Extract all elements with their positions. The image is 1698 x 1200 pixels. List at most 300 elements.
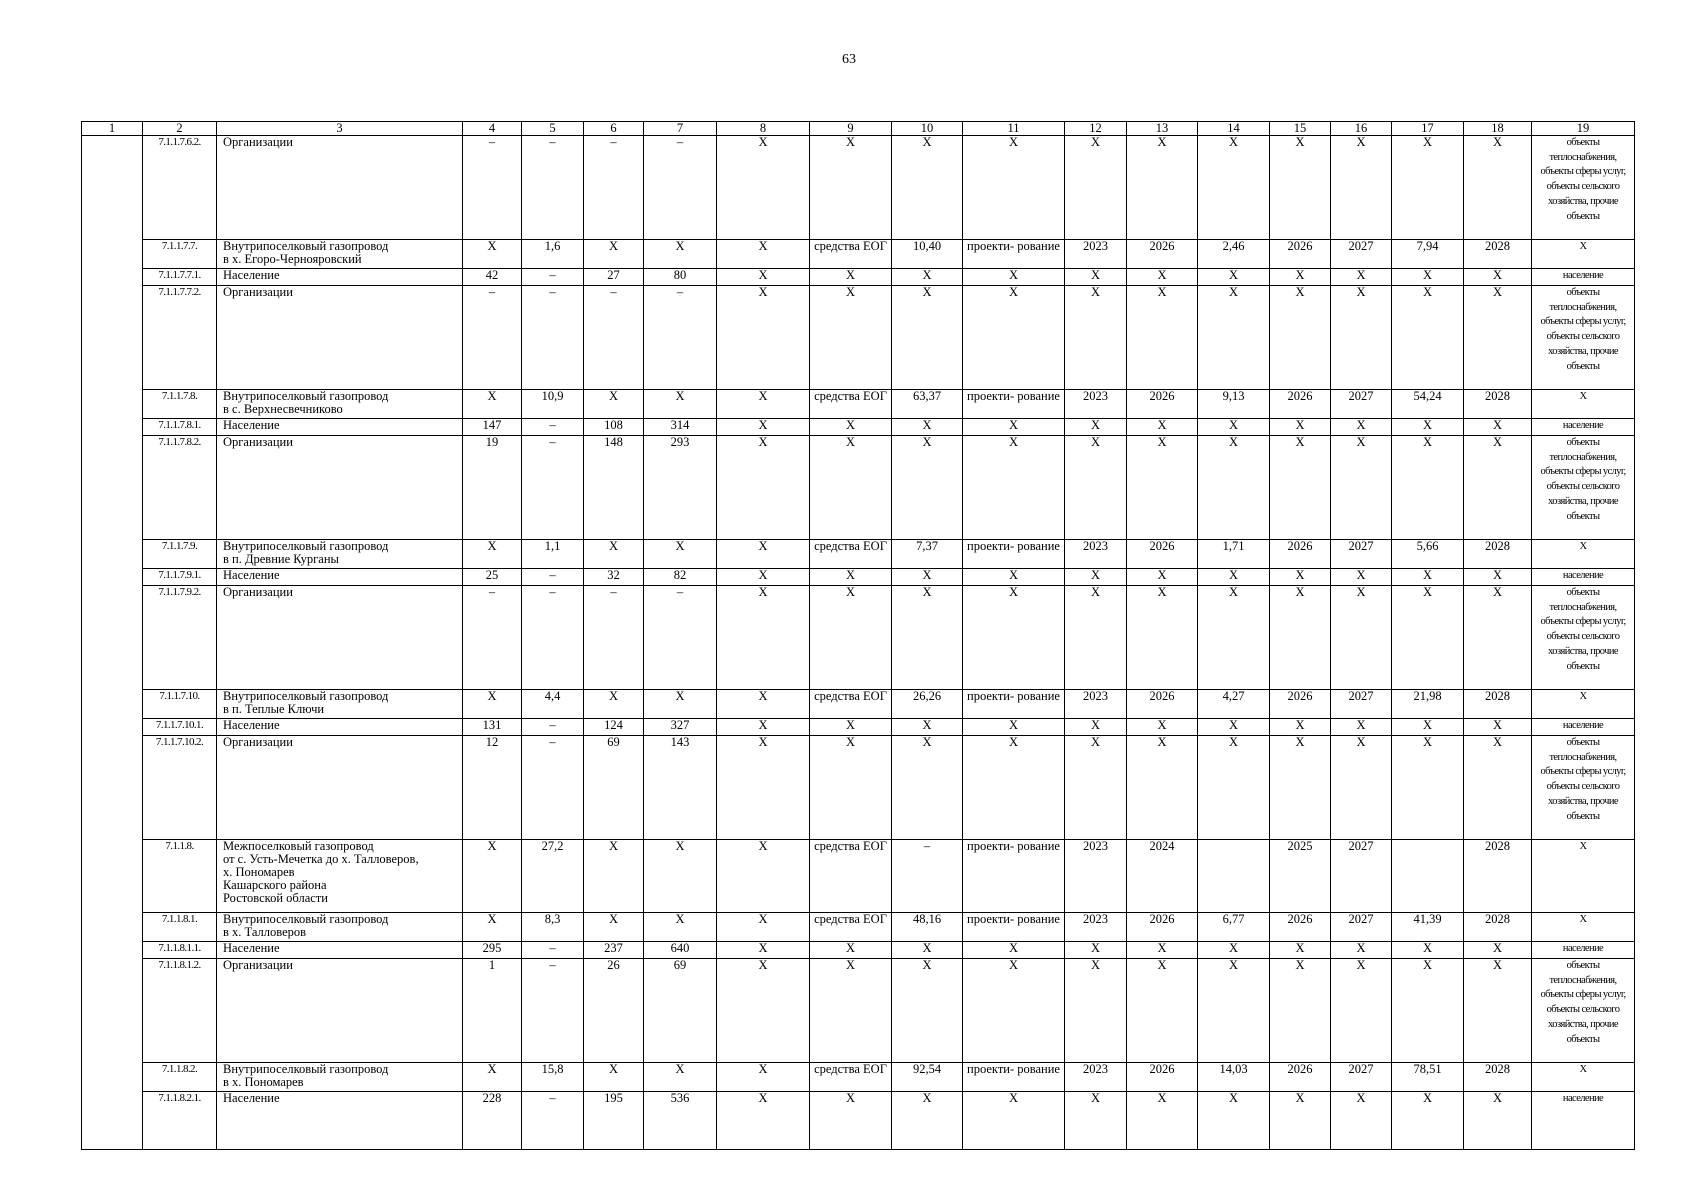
cell-col-11: проекти- рование bbox=[963, 540, 1065, 569]
cell-col-13: 2026 bbox=[1127, 1063, 1198, 1092]
cell-col-11: X bbox=[963, 419, 1065, 436]
cell-col-9: X bbox=[810, 942, 892, 959]
row-code: 7.1.1.7.9.1. bbox=[143, 569, 217, 586]
cell-col-5: – bbox=[522, 586, 584, 690]
cell-col-5: – bbox=[522, 569, 584, 586]
cell-col-4: 131 bbox=[463, 719, 522, 736]
row-code: 7.1.1.7.7. bbox=[143, 240, 217, 269]
cell-col-8: X bbox=[717, 840, 810, 913]
cell-col-12: X bbox=[1065, 959, 1127, 1063]
cell-col-10: X bbox=[892, 1092, 963, 1150]
row-code: 7.1.1.7.7.1. bbox=[143, 269, 217, 286]
row-code: 7.1.1.7.8.2. bbox=[143, 436, 217, 540]
table-row bbox=[82, 269, 1635, 286]
cell-col-10: 63,37 bbox=[892, 390, 963, 419]
cell-col-14: X bbox=[1198, 942, 1270, 959]
data-table bbox=[81, 121, 1635, 1150]
cell-col-6: 108 bbox=[584, 419, 644, 436]
row-name: Организации bbox=[217, 286, 463, 390]
cell-col-11: X bbox=[963, 959, 1065, 1063]
cell-col-8: X bbox=[717, 436, 810, 540]
row-name: Население bbox=[217, 269, 463, 286]
cell-col-18: 2028 bbox=[1464, 690, 1532, 719]
cell-col-15: 2026 bbox=[1270, 390, 1331, 419]
cell-col-10: X bbox=[892, 736, 963, 840]
cell-col-5: – bbox=[522, 1092, 584, 1150]
table-row bbox=[82, 540, 1635, 569]
cell-col-12: 2023 bbox=[1065, 540, 1127, 569]
table-row bbox=[82, 942, 1635, 959]
cell-col-8: X bbox=[717, 419, 810, 436]
cell-col-18: 2028 bbox=[1464, 913, 1532, 942]
table-row bbox=[82, 1092, 1635, 1150]
row-code: 7.1.1.7.8. bbox=[143, 390, 217, 419]
cell-col-5: 27,2 bbox=[522, 840, 584, 913]
cell-col-6: 32 bbox=[584, 569, 644, 586]
row-code: 7.1.1.8.1. bbox=[143, 913, 217, 942]
column-number-10: 10 bbox=[892, 122, 963, 136]
cell-col-6: X bbox=[584, 840, 644, 913]
cell-col-16: X bbox=[1331, 719, 1392, 736]
cell-col-15: 2026 bbox=[1270, 1063, 1331, 1092]
cell-col-15: X bbox=[1270, 1092, 1331, 1150]
cell-col-6: 69 bbox=[584, 736, 644, 840]
cell-col-11: проекти- рование bbox=[963, 1063, 1065, 1092]
cell-col-9: средства ЕОГ bbox=[810, 390, 892, 419]
cell-col-10: 26,26 bbox=[892, 690, 963, 719]
row-purpose: население bbox=[1532, 1092, 1635, 1150]
column-number-3: 3 bbox=[217, 122, 463, 136]
row-code: 7.1.1.7.7.2. bbox=[143, 286, 217, 390]
row-purpose: X bbox=[1532, 840, 1635, 913]
cell-col-13: 2026 bbox=[1127, 690, 1198, 719]
cell-col-5: – bbox=[522, 436, 584, 540]
cell-col-16: X bbox=[1331, 942, 1392, 959]
column-number-7: 7 bbox=[644, 122, 717, 136]
cell-col-17 bbox=[1392, 840, 1464, 913]
cell-col-17: X bbox=[1392, 736, 1464, 840]
cell-col-8: X bbox=[717, 942, 810, 959]
cell-col-11: X bbox=[963, 269, 1065, 286]
cell-col-17: X bbox=[1392, 959, 1464, 1063]
cell-col-7: – bbox=[644, 286, 717, 390]
cell-col-16: X bbox=[1331, 136, 1392, 240]
cell-col-8: X bbox=[717, 913, 810, 942]
cell-col-14: X bbox=[1198, 959, 1270, 1063]
table-row bbox=[82, 690, 1635, 719]
cell-col-4: 12 bbox=[463, 736, 522, 840]
row-purpose: население bbox=[1532, 269, 1635, 286]
cell-col-17: X bbox=[1392, 586, 1464, 690]
cell-col-4: X bbox=[463, 390, 522, 419]
cell-col-15: 2026 bbox=[1270, 690, 1331, 719]
cell-col-12: 2023 bbox=[1065, 913, 1127, 942]
row-name: Внутрипоселковый газопровод в с. Верхнесвечниково bbox=[217, 390, 463, 419]
cell-col-12: X bbox=[1065, 736, 1127, 840]
table-row bbox=[82, 719, 1635, 736]
cell-col-11: проекти- рование bbox=[963, 690, 1065, 719]
row-name: Организации bbox=[217, 436, 463, 540]
cell-col-4: – bbox=[463, 286, 522, 390]
cell-col-14: X bbox=[1198, 286, 1270, 390]
column-number-14: 14 bbox=[1198, 122, 1270, 136]
row-code: 7.1.1.8.2.1. bbox=[143, 1092, 217, 1150]
cell-col-10: X bbox=[892, 436, 963, 540]
row-name: Внутрипоселковый газопровод в п. Теплые Ключи bbox=[217, 690, 463, 719]
cell-col-14: X bbox=[1198, 719, 1270, 736]
cell-col-17: X bbox=[1392, 286, 1464, 390]
cell-col-15: 2026 bbox=[1270, 913, 1331, 942]
cell-col-16: X bbox=[1331, 436, 1392, 540]
row-purpose: X bbox=[1532, 390, 1635, 419]
cell-col-12: X bbox=[1065, 419, 1127, 436]
cell-col-13: X bbox=[1127, 736, 1198, 840]
cell-col-16: 2027 bbox=[1331, 690, 1392, 719]
cell-col-8: X bbox=[717, 136, 810, 240]
row-name: Организации bbox=[217, 736, 463, 840]
cell-col-12: 2023 bbox=[1065, 840, 1127, 913]
page-number: 63 bbox=[842, 52, 856, 67]
row-code: 7.1.1.8. bbox=[143, 840, 217, 913]
cell-col-13: X bbox=[1127, 942, 1198, 959]
cell-col-10: X bbox=[892, 569, 963, 586]
cell-col-6: – bbox=[584, 136, 644, 240]
row-code: 7.1.1.7.9.2. bbox=[143, 586, 217, 690]
cell-col-13: 2026 bbox=[1127, 913, 1198, 942]
cell-col-4: 228 bbox=[463, 1092, 522, 1150]
cell-col-4: 147 bbox=[463, 419, 522, 436]
cell-col-7: – bbox=[644, 586, 717, 690]
row-purpose: население bbox=[1532, 942, 1635, 959]
column-number-5: 5 bbox=[522, 122, 584, 136]
row-code: 7.1.1.8.1.2. bbox=[143, 959, 217, 1063]
cell-col-15: 2026 bbox=[1270, 240, 1331, 269]
row-name: Межпоселковый газопровод от с. Усть-Мечетка до х. Талловеров, х. Пономарев Кашарского района Ростовской области bbox=[217, 840, 463, 913]
cell-col-15: X bbox=[1270, 419, 1331, 436]
cell-col-7: 536 bbox=[644, 1092, 717, 1150]
cell-col-5: – bbox=[522, 286, 584, 390]
cell-col-16: 2027 bbox=[1331, 1063, 1392, 1092]
row-purpose: объекты теплоснабжения, объекты сферы услуг, объекты сельского хозяйства, прочие объекты bbox=[1532, 959, 1635, 1063]
row-name: Организации bbox=[217, 959, 463, 1063]
cell-col-9: средства ЕОГ bbox=[810, 540, 892, 569]
row-code: 7.1.1.7.10. bbox=[143, 690, 217, 719]
cell-col-10: 92,54 bbox=[892, 1063, 963, 1092]
row-code: 7.1.1.7.9. bbox=[143, 540, 217, 569]
cell-col-8: X bbox=[717, 540, 810, 569]
cell-col-18: 2028 bbox=[1464, 840, 1532, 913]
cell-col-17: 41,39 bbox=[1392, 913, 1464, 942]
cell-col-5: – bbox=[522, 719, 584, 736]
cell-col-7: 640 bbox=[644, 942, 717, 959]
row-purpose: объекты теплоснабжения, объекты сферы услуг, объекты сельского хозяйства, прочие объекты bbox=[1532, 436, 1635, 540]
cell-col-9: X bbox=[810, 569, 892, 586]
cell-col-11: X bbox=[963, 586, 1065, 690]
cell-col-14: 2,46 bbox=[1198, 240, 1270, 269]
cell-col-9: X bbox=[810, 719, 892, 736]
table-row bbox=[82, 586, 1635, 690]
cell-col-7: 69 bbox=[644, 959, 717, 1063]
cell-col-5: – bbox=[522, 959, 584, 1063]
cell-col-9: средства ЕОГ bbox=[810, 1063, 892, 1092]
cell-col-8: X bbox=[717, 1092, 810, 1150]
column-number-17: 17 bbox=[1392, 122, 1464, 136]
row-purpose: объекты теплоснабжения, объекты сферы услуг, объекты сельского хозяйства, прочие объекты bbox=[1532, 736, 1635, 840]
row-purpose: население bbox=[1532, 719, 1635, 736]
cell-col-13: X bbox=[1127, 286, 1198, 390]
cell-col-14: X bbox=[1198, 1092, 1270, 1150]
cell-col-12: X bbox=[1065, 569, 1127, 586]
cell-col-6: – bbox=[584, 286, 644, 390]
cell-col-13: X bbox=[1127, 269, 1198, 286]
cell-col-7: 82 bbox=[644, 569, 717, 586]
cell-col-14: 9,13 bbox=[1198, 390, 1270, 419]
cell-col-15: X bbox=[1270, 269, 1331, 286]
cell-col-9: средства ЕОГ bbox=[810, 913, 892, 942]
cell-col-5: – bbox=[522, 269, 584, 286]
cell-col-6: 27 bbox=[584, 269, 644, 286]
cell-col-16: 2027 bbox=[1331, 240, 1392, 269]
cell-col-16: X bbox=[1331, 959, 1392, 1063]
cell-col-10: X bbox=[892, 286, 963, 390]
cell-col-14: X bbox=[1198, 269, 1270, 286]
cell-col-11: X bbox=[963, 719, 1065, 736]
cell-col-15: 2026 bbox=[1270, 540, 1331, 569]
cell-col-8: X bbox=[717, 1063, 810, 1092]
column-1-cell bbox=[82, 136, 143, 1150]
cell-col-4: 295 bbox=[463, 942, 522, 959]
cell-col-16: 2027 bbox=[1331, 840, 1392, 913]
cell-col-10: X bbox=[892, 419, 963, 436]
cell-col-10: 48,16 bbox=[892, 913, 963, 942]
cell-col-15: X bbox=[1270, 436, 1331, 540]
cell-col-4: X bbox=[463, 840, 522, 913]
cell-col-10: X bbox=[892, 959, 963, 1063]
row-purpose: население bbox=[1532, 419, 1635, 436]
column-number-6: 6 bbox=[584, 122, 644, 136]
table-row bbox=[82, 959, 1635, 1063]
cell-col-11: X bbox=[963, 1092, 1065, 1150]
cell-col-10: X bbox=[892, 136, 963, 240]
cell-col-16: X bbox=[1331, 586, 1392, 690]
cell-col-17: 7,94 bbox=[1392, 240, 1464, 269]
cell-col-18: X bbox=[1464, 419, 1532, 436]
cell-col-12: X bbox=[1065, 436, 1127, 540]
row-name: Население bbox=[217, 419, 463, 436]
cell-col-12: X bbox=[1065, 942, 1127, 959]
cell-col-9: средства ЕОГ bbox=[810, 690, 892, 719]
cell-col-7: X bbox=[644, 1063, 717, 1092]
row-purpose: X bbox=[1532, 690, 1635, 719]
column-number-16: 16 bbox=[1331, 122, 1392, 136]
cell-col-6: X bbox=[584, 690, 644, 719]
cell-col-8: X bbox=[717, 719, 810, 736]
column-number-15: 15 bbox=[1270, 122, 1331, 136]
cell-col-5: – bbox=[522, 942, 584, 959]
cell-col-17: X bbox=[1392, 136, 1464, 240]
cell-col-7: 327 bbox=[644, 719, 717, 736]
row-code: 7.1.1.7.10.2. bbox=[143, 736, 217, 840]
cell-col-9: X bbox=[810, 269, 892, 286]
cell-col-13: X bbox=[1127, 569, 1198, 586]
cell-col-17: X bbox=[1392, 942, 1464, 959]
row-purpose: X bbox=[1532, 240, 1635, 269]
cell-col-16: X bbox=[1331, 569, 1392, 586]
cell-col-14: X bbox=[1198, 436, 1270, 540]
cell-col-17: X bbox=[1392, 436, 1464, 540]
cell-col-14: X bbox=[1198, 569, 1270, 586]
cell-col-6: 148 bbox=[584, 436, 644, 540]
cell-col-10: – bbox=[892, 840, 963, 913]
cell-col-7: X bbox=[644, 913, 717, 942]
cell-col-17: 21,98 bbox=[1392, 690, 1464, 719]
cell-col-7: 293 bbox=[644, 436, 717, 540]
cell-col-15: X bbox=[1270, 719, 1331, 736]
cell-col-13: 2024 bbox=[1127, 840, 1198, 913]
cell-col-11: X bbox=[963, 136, 1065, 240]
table-row bbox=[82, 913, 1635, 942]
table-row bbox=[82, 419, 1635, 436]
cell-col-8: X bbox=[717, 569, 810, 586]
cell-col-9: X bbox=[810, 959, 892, 1063]
cell-col-4: X bbox=[463, 240, 522, 269]
cell-col-11: X bbox=[963, 286, 1065, 390]
column-number-12: 12 bbox=[1065, 122, 1127, 136]
cell-col-13: X bbox=[1127, 1092, 1198, 1150]
cell-col-10: 10,40 bbox=[892, 240, 963, 269]
cell-col-16: X bbox=[1331, 736, 1392, 840]
cell-col-13: X bbox=[1127, 136, 1198, 240]
cell-col-17: 54,24 bbox=[1392, 390, 1464, 419]
cell-col-7: 80 bbox=[644, 269, 717, 286]
cell-col-4: 42 bbox=[463, 269, 522, 286]
cell-col-6: X bbox=[584, 390, 644, 419]
cell-col-8: X bbox=[717, 959, 810, 1063]
cell-col-7: – bbox=[644, 136, 717, 240]
cell-col-18: X bbox=[1464, 586, 1532, 690]
cell-col-11: X bbox=[963, 942, 1065, 959]
cell-col-13: X bbox=[1127, 419, 1198, 436]
cell-col-6: 124 bbox=[584, 719, 644, 736]
column-number-8: 8 bbox=[717, 122, 810, 136]
cell-col-7: 314 bbox=[644, 419, 717, 436]
cell-col-15: X bbox=[1270, 286, 1331, 390]
cell-col-7: X bbox=[644, 690, 717, 719]
cell-col-12: X bbox=[1065, 286, 1127, 390]
cell-col-6: 26 bbox=[584, 959, 644, 1063]
cell-col-9: X bbox=[810, 586, 892, 690]
row-purpose: объекты теплоснабжения, объекты сферы услуг, объекты сельского хозяйства, прочие объекты bbox=[1532, 286, 1635, 390]
row-name: Организации bbox=[217, 586, 463, 690]
row-purpose: X bbox=[1532, 540, 1635, 569]
cell-col-12: 2023 bbox=[1065, 390, 1127, 419]
cell-col-17: X bbox=[1392, 719, 1464, 736]
row-code: 7.1.1.7.8.1. bbox=[143, 419, 217, 436]
column-number-4: 4 bbox=[463, 122, 522, 136]
cell-col-8: X bbox=[717, 586, 810, 690]
cell-col-8: X bbox=[717, 390, 810, 419]
cell-col-8: X bbox=[717, 269, 810, 286]
cell-col-4: 1 bbox=[463, 959, 522, 1063]
cell-col-6: X bbox=[584, 240, 644, 269]
row-purpose: X bbox=[1532, 1063, 1635, 1092]
cell-col-13: 2026 bbox=[1127, 240, 1198, 269]
cell-col-12: X bbox=[1065, 1092, 1127, 1150]
row-name: Внутрипоселковый газопровод в х. Талловеров bbox=[217, 913, 463, 942]
row-name: Население bbox=[217, 569, 463, 586]
table-row bbox=[82, 286, 1635, 390]
cell-col-9: X bbox=[810, 286, 892, 390]
row-code: 7.1.1.7.6.2. bbox=[143, 136, 217, 240]
column-number-2: 2 bbox=[143, 122, 217, 136]
cell-col-14: 4,27 bbox=[1198, 690, 1270, 719]
cell-col-14: X bbox=[1198, 136, 1270, 240]
cell-col-11: X bbox=[963, 736, 1065, 840]
cell-col-13: 2026 bbox=[1127, 540, 1198, 569]
cell-col-10: X bbox=[892, 586, 963, 690]
cell-col-4: – bbox=[463, 136, 522, 240]
cell-col-16: X bbox=[1331, 269, 1392, 286]
cell-col-14: X bbox=[1198, 736, 1270, 840]
cell-col-5: 1,1 bbox=[522, 540, 584, 569]
cell-col-4: X bbox=[463, 913, 522, 942]
cell-col-16: 2027 bbox=[1331, 540, 1392, 569]
cell-col-18: X bbox=[1464, 719, 1532, 736]
cell-col-11: проекти- рование bbox=[963, 913, 1065, 942]
cell-col-13: 2026 bbox=[1127, 390, 1198, 419]
cell-col-11: проекти- рование bbox=[963, 390, 1065, 419]
cell-col-7: X bbox=[644, 840, 717, 913]
cell-col-17: X bbox=[1392, 1092, 1464, 1150]
table-row bbox=[82, 390, 1635, 419]
cell-col-14: X bbox=[1198, 586, 1270, 690]
cell-col-9: средства ЕОГ bbox=[810, 840, 892, 913]
cell-col-18: 2028 bbox=[1464, 240, 1532, 269]
cell-col-5: 8,3 bbox=[522, 913, 584, 942]
column-number-19: 19 bbox=[1532, 122, 1635, 136]
cell-col-14: 6,77 bbox=[1198, 913, 1270, 942]
column-number-18: 18 bbox=[1464, 122, 1532, 136]
cell-col-14 bbox=[1198, 840, 1270, 913]
cell-col-14: X bbox=[1198, 419, 1270, 436]
row-name: Население bbox=[217, 942, 463, 959]
cell-col-15: X bbox=[1270, 942, 1331, 959]
cell-col-12: 2023 bbox=[1065, 240, 1127, 269]
cell-col-18: X bbox=[1464, 1092, 1532, 1150]
row-name: Внутрипоселковый газопровод в х. Пономарев bbox=[217, 1063, 463, 1092]
row-name: Население bbox=[217, 1092, 463, 1150]
cell-col-11: проекти- рование bbox=[963, 240, 1065, 269]
cell-col-18: X bbox=[1464, 286, 1532, 390]
row-purpose: объекты теплоснабжения, объекты сферы услуг, объекты сельского хозяйства, прочие объекты bbox=[1532, 586, 1635, 690]
cell-col-12: X bbox=[1065, 586, 1127, 690]
cell-col-9: X bbox=[810, 736, 892, 840]
cell-col-10: X bbox=[892, 942, 963, 959]
cell-col-12: X bbox=[1065, 269, 1127, 286]
cell-col-10: X bbox=[892, 719, 963, 736]
row-name: Население bbox=[217, 719, 463, 736]
cell-col-8: X bbox=[717, 690, 810, 719]
cell-col-17: X bbox=[1392, 269, 1464, 286]
cell-col-9: средства ЕОГ bbox=[810, 240, 892, 269]
column-number-13: 13 bbox=[1127, 122, 1198, 136]
row-purpose: население bbox=[1532, 569, 1635, 586]
row-code: 7.1.1.8.1.1. bbox=[143, 942, 217, 959]
cell-col-5: 4,4 bbox=[522, 690, 584, 719]
cell-col-8: X bbox=[717, 736, 810, 840]
cell-col-7: 143 bbox=[644, 736, 717, 840]
cell-col-9: X bbox=[810, 436, 892, 540]
